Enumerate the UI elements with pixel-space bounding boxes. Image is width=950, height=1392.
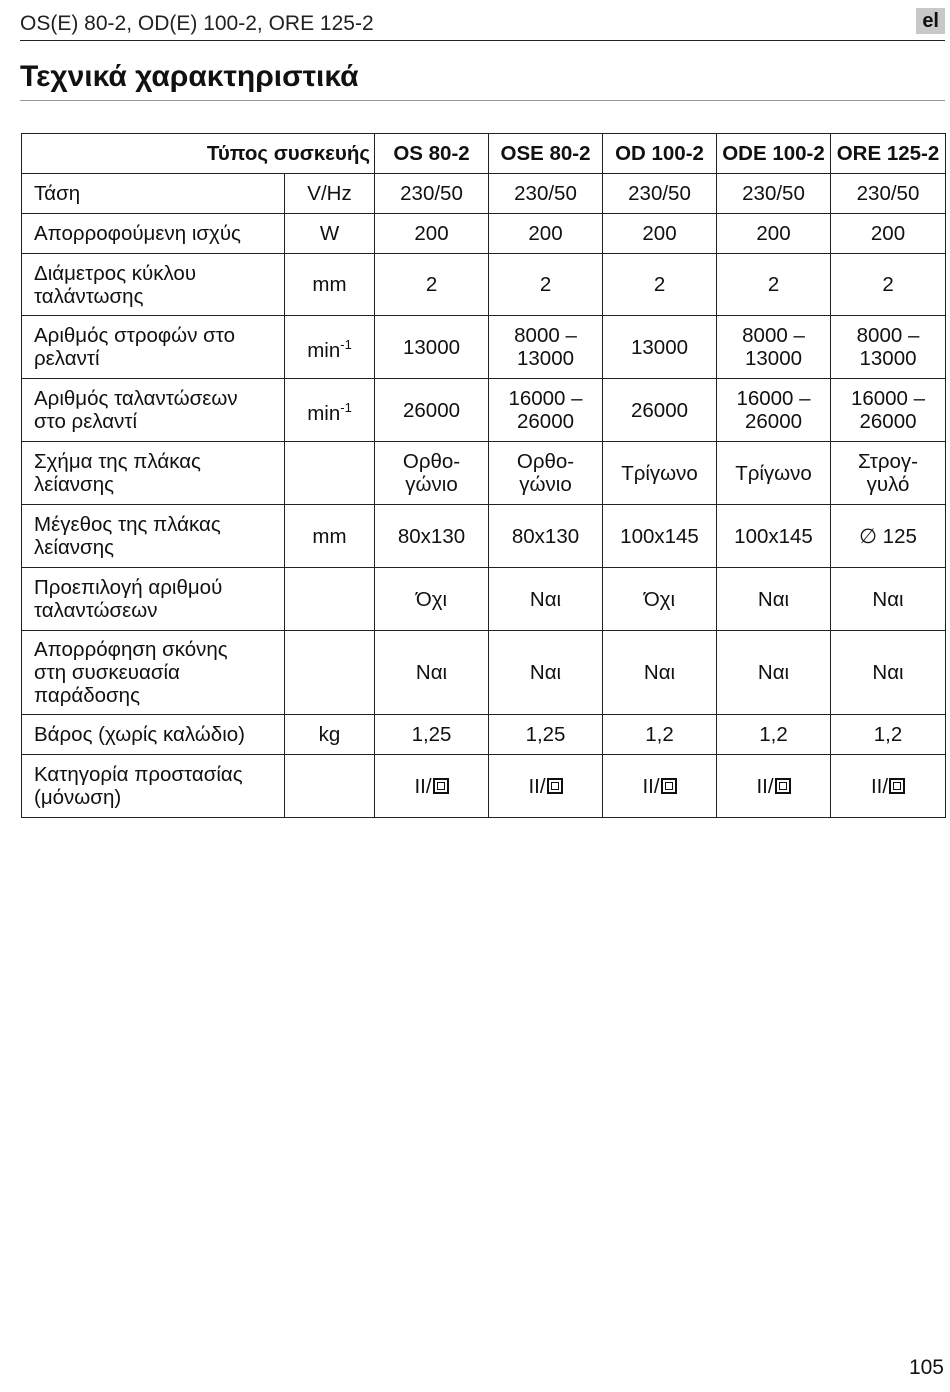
table-row — [22, 505, 946, 568]
spec-value: Όχι — [603, 568, 717, 631]
model-header: OSE 80-2 — [489, 134, 603, 174]
double-insulation-icon — [775, 778, 791, 794]
spec-unit — [285, 316, 375, 379]
double-insulation-icon — [661, 778, 677, 794]
spec-label: Προεπιλογή αριθμού ταλαντώσεων — [22, 568, 285, 631]
spec-value: 200 — [717, 214, 831, 254]
spec-value — [375, 755, 489, 818]
table-row — [22, 715, 946, 755]
protection-class-text: II/ — [414, 774, 432, 798]
double-insulation-icon — [547, 778, 563, 794]
protection-class — [871, 775, 905, 798]
spec-unit — [285, 505, 375, 568]
spec-value: 16000 – 26000 — [831, 379, 946, 442]
unit-superscript: -1 — [340, 336, 352, 352]
page-number: 105 — [908, 1356, 944, 1379]
spec-value: 26000 — [603, 379, 717, 442]
spec-value: 230/50 — [717, 174, 831, 214]
table-row — [22, 568, 946, 631]
spec-label: Μέγεθος της πλάκας λείανσης — [22, 505, 285, 568]
spec-label: Βάρος (χωρίς καλώδιο) — [22, 715, 285, 755]
spec-value: Ορθο- γώνιο — [375, 442, 489, 505]
spec-value: 230/50 — [375, 174, 489, 214]
spec-value: Στρογ- γυλό — [831, 442, 946, 505]
spec-value: 230/50 — [489, 174, 603, 214]
spec-value: Τρίγωνο — [603, 442, 717, 505]
unit-text: min — [307, 338, 341, 362]
spec-value: Ναι — [831, 631, 946, 715]
spec-value: Ναι — [489, 631, 603, 715]
spec-value: Όχι — [375, 568, 489, 631]
table-row — [22, 254, 946, 316]
spec-label: Αριθμός ταλαντώσεων στο ρελαντί — [22, 379, 285, 442]
model-header: OS 80-2 — [375, 134, 489, 174]
protection-class — [756, 775, 790, 798]
spec-value: 80x130 — [489, 505, 603, 568]
protection-class — [528, 775, 562, 798]
spec-value: Ναι — [603, 631, 717, 715]
unit-text: V/Hz — [307, 182, 352, 205]
protection-class-text: II/ — [756, 774, 774, 798]
spec-value: Ναι — [375, 631, 489, 715]
spec-value: 200 — [603, 214, 717, 254]
spec-unit — [285, 379, 375, 442]
protection-class-text: II/ — [870, 774, 889, 798]
device-type-label: Τύπος συσκευής — [22, 134, 375, 174]
spec-value: Ναι — [717, 631, 831, 715]
spec-value — [831, 755, 946, 818]
model-header: ODE 100-2 — [717, 134, 831, 174]
spec-value: 8000 – 13000 — [489, 316, 603, 379]
table-row — [22, 631, 946, 715]
spec-unit — [285, 442, 375, 505]
spec-value: 2 — [717, 254, 831, 316]
spec-value: 200 — [375, 214, 489, 254]
spec-value: 200 — [831, 214, 946, 254]
unit-text: mm — [312, 524, 347, 548]
spec-value: 16000 – 26000 — [489, 379, 603, 442]
unit-text: W — [319, 222, 340, 245]
spec-value: 100x145 — [603, 505, 717, 568]
header-title: OS(E) 80-2, OD(E) 100-2, ORE 125-2 — [20, 12, 374, 35]
spec-value: 1,2 — [603, 715, 717, 755]
unit-text: min — [307, 401, 341, 425]
spec-unit — [285, 214, 375, 254]
table-row — [22, 755, 946, 818]
double-insulation-icon — [433, 778, 449, 794]
table-row — [22, 442, 946, 505]
spec-value: Ορθο- γώνιο — [489, 442, 603, 505]
spec-label: Αριθμός στροφών στο ρελαντί — [22, 316, 285, 379]
protection-class — [414, 775, 448, 798]
spec-value: 1,2 — [831, 715, 946, 755]
spec-value: 13000 — [603, 316, 717, 379]
double-insulation-icon — [889, 778, 905, 794]
protection-class-text: II/ — [642, 774, 660, 798]
spec-value: Τρίγωνο — [717, 442, 831, 505]
spec-label: Διάμετρος κύκλου ταλάντωσης — [22, 254, 285, 316]
spec-label: Κατηγορία προστασίας (μόνωση) — [22, 755, 285, 818]
language-badge: el — [916, 8, 945, 34]
spec-value: 8000 – 13000 — [831, 316, 946, 379]
spec-label: Απορροφούμενη ισχύς — [22, 214, 285, 254]
spec-value: 80x130 — [375, 505, 489, 568]
spec-value: Ναι — [717, 568, 831, 631]
spec-unit — [285, 174, 375, 214]
spec-value: 1,25 — [375, 715, 489, 755]
unit-text: kg — [318, 723, 341, 746]
spec-value — [717, 755, 831, 818]
table-row — [22, 174, 946, 214]
unit-text: mm — [312, 273, 347, 296]
spec-value: 230/50 — [831, 174, 946, 214]
spec-value: 2 — [831, 254, 946, 316]
spec-value: 230/50 — [603, 174, 717, 214]
model-header: ORE 125-2 — [831, 134, 946, 174]
spec-unit — [285, 755, 375, 818]
table-body — [22, 174, 946, 818]
table-row — [22, 316, 946, 379]
spec-value: Ναι — [831, 568, 946, 631]
spec-value: 16000 – 26000 — [717, 379, 831, 442]
spec-value: Ναι — [489, 568, 603, 631]
page-header — [20, 10, 945, 41]
spec-unit — [285, 715, 375, 755]
spec-value: 13000 — [375, 316, 489, 379]
spec-value: 100x145 — [717, 505, 831, 568]
spec-value: 2 — [603, 254, 717, 316]
spec-value: 2 — [375, 254, 489, 316]
spec-unit — [285, 631, 375, 715]
spec-value: 8000 – 13000 — [717, 316, 831, 379]
protection-class — [642, 775, 676, 798]
spec-value — [489, 755, 603, 818]
spec-label: Σχήμα της πλάκας λείανσης — [22, 442, 285, 505]
table-row — [22, 214, 946, 254]
spec-label: Απορρόφηση σκόνης στη συσκευασία παράδοσης — [22, 631, 285, 715]
section-title: Τεχνικά χαρακτηριστικά — [20, 60, 945, 101]
spec-value: 2 — [489, 254, 603, 316]
protection-class-text: II/ — [528, 774, 546, 798]
unit-superscript: -1 — [340, 399, 352, 415]
spec-value: 200 — [489, 214, 603, 254]
model-header: OD 100-2 — [603, 134, 717, 174]
spec-value: 1,2 — [717, 715, 831, 755]
spec-value: ∅ 125 — [831, 505, 946, 568]
spec-value: 1,25 — [489, 715, 603, 755]
table-header-row — [22, 134, 946, 174]
spec-value: 26000 — [375, 379, 489, 442]
spec-unit — [285, 568, 375, 631]
specs-table — [21, 133, 946, 818]
spec-unit — [285, 254, 375, 316]
spec-value — [603, 755, 717, 818]
table-row — [22, 379, 946, 442]
spec-label: Τάση — [22, 174, 285, 214]
